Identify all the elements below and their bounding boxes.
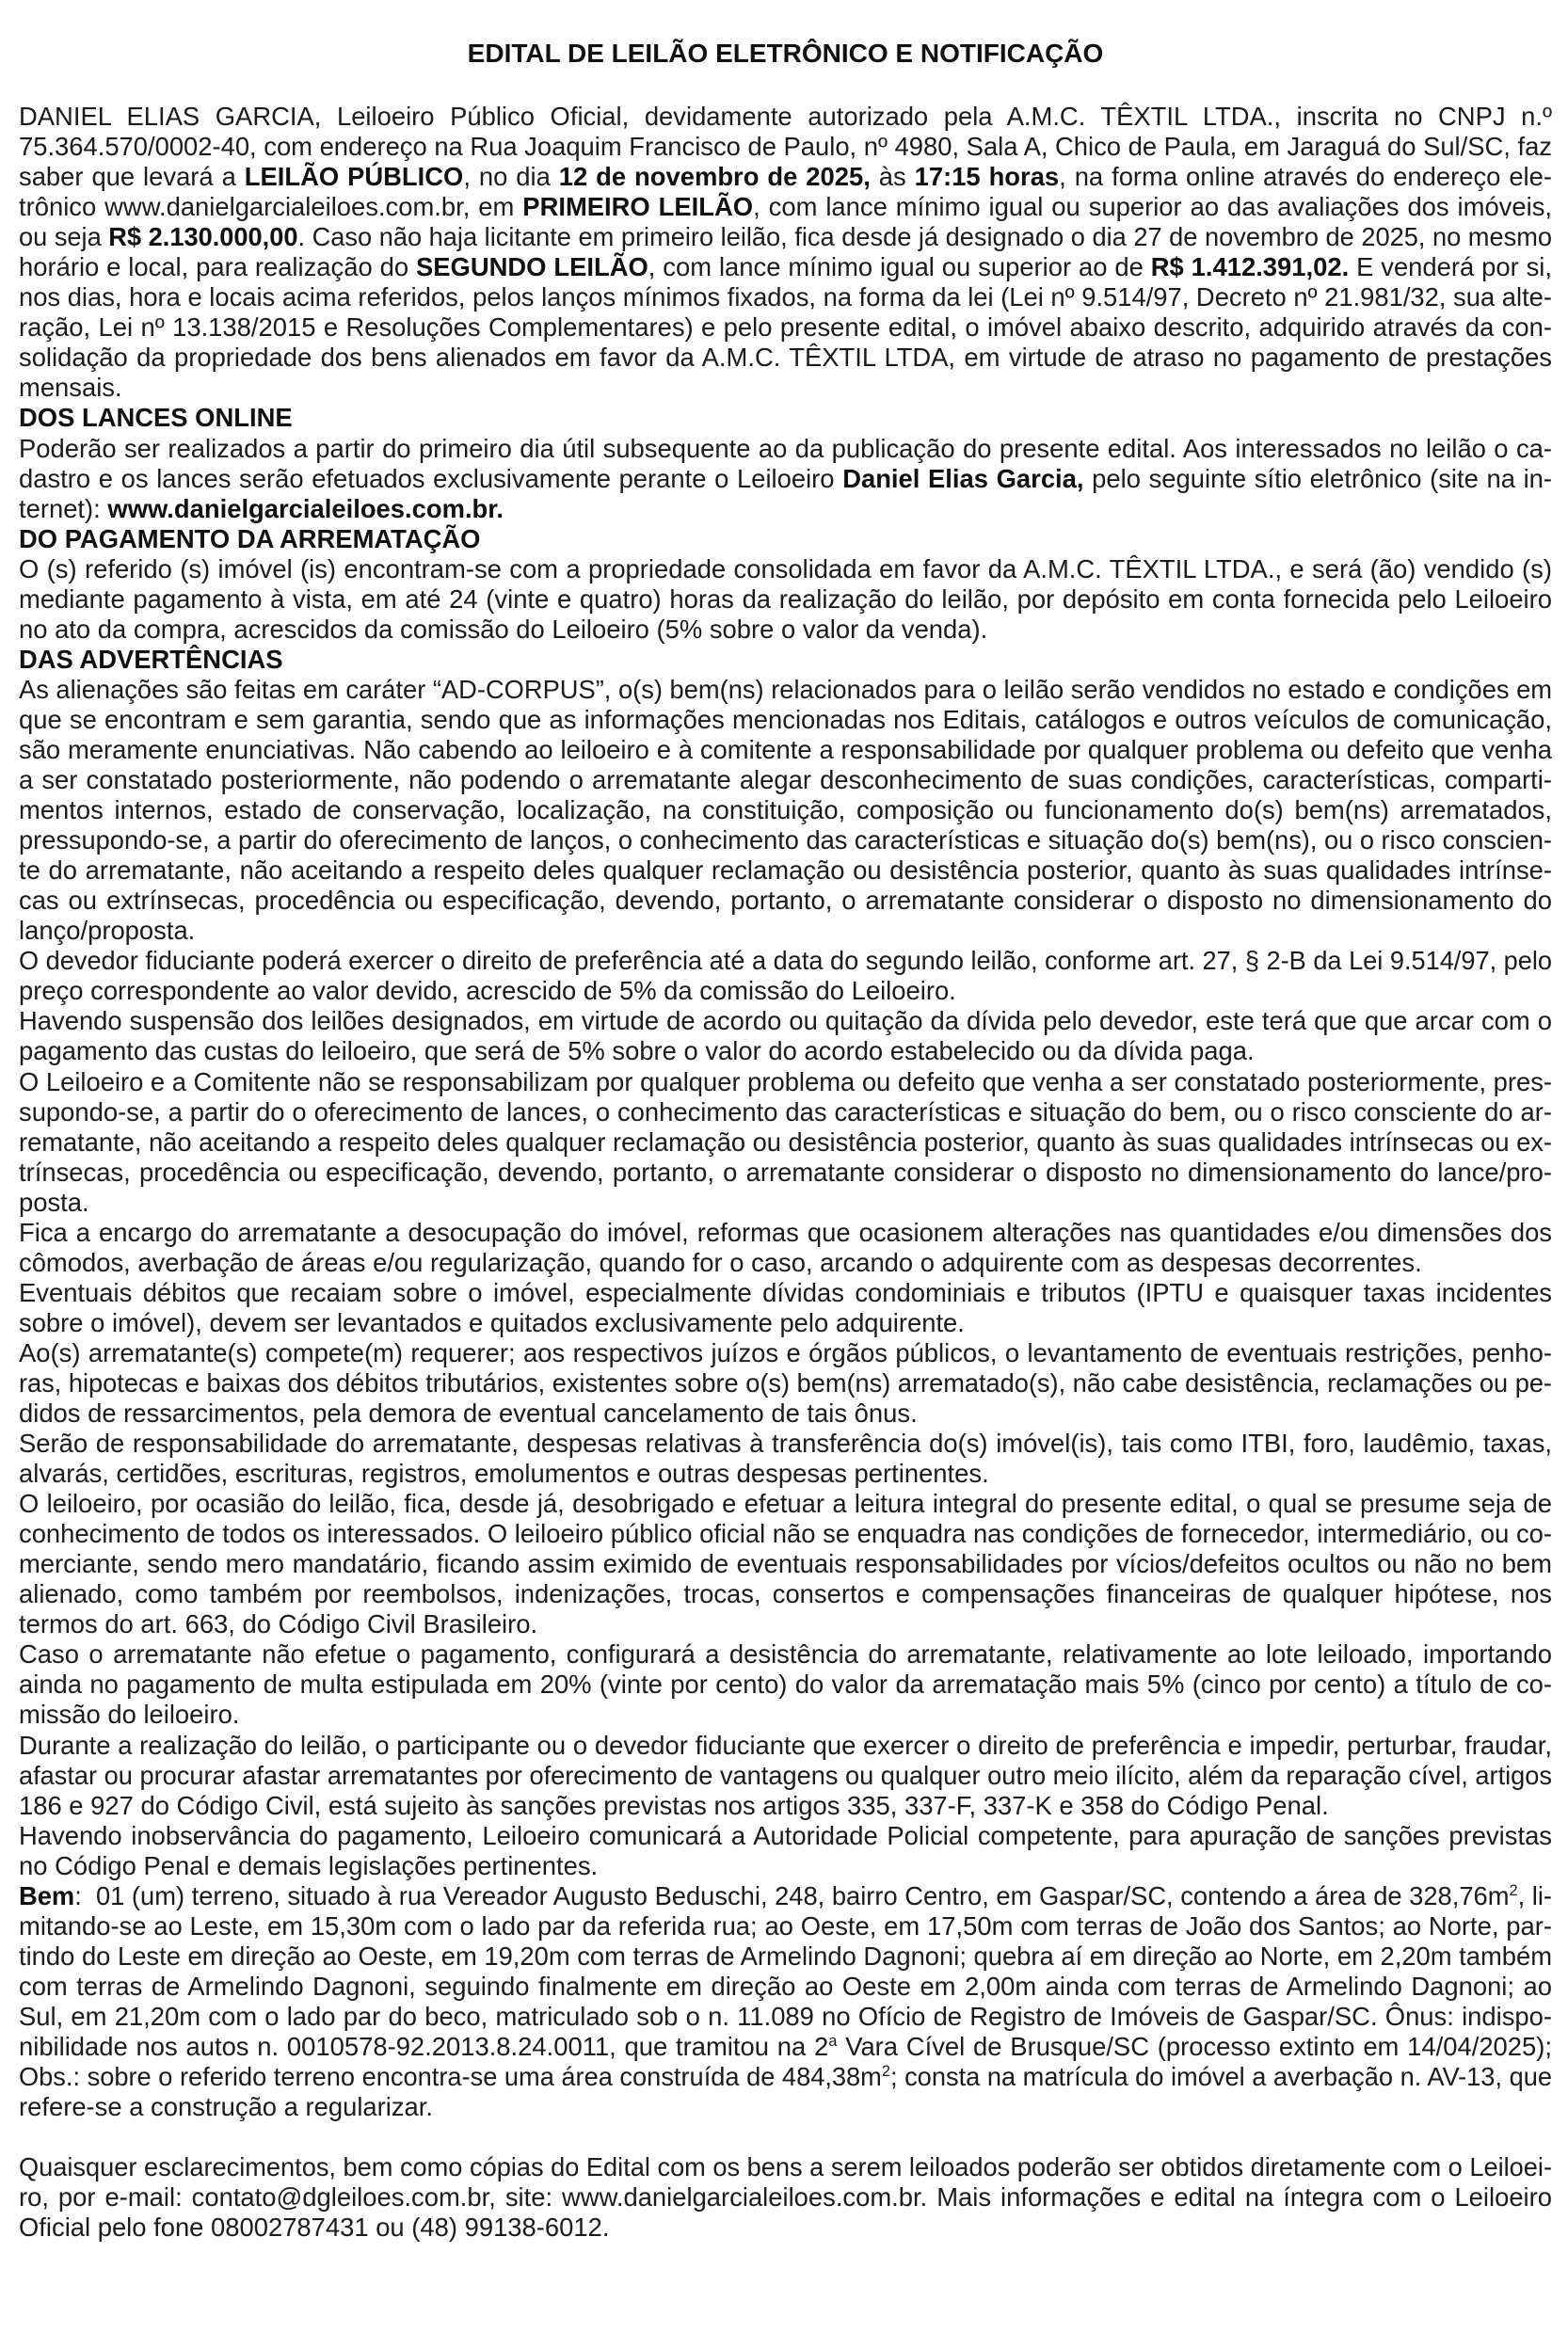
bold-text: Bem [19,1880,75,1910]
text-line [19,282,1550,312]
heading-pagamento [19,524,1552,554]
text-run: sobre o imóvel), devem ser levantados e quitados exclusivamente pelo adquirente. [19,1307,965,1337]
text-line [19,554,1552,584]
text-line [19,2032,1552,2062]
text-line [19,1489,1552,1519]
text-run: tindo do Leste em direção ao Oeste, em 19,20m com terras de Armelindo Dagnoni; quebra aí em direção ao Norte, em 2,20m também [19,1941,1552,1971]
text-run: ras, hipotecas e baixas dos débitos tributários, existentes sobre o(s) bem(ns) arrematado(s), não cabe desistência, reclamações ou pe- [19,1367,1552,1398]
superscript-text: 2 [1509,1881,1518,1899]
text-line [19,615,1552,645]
responsabilidade-paragraph [19,1067,1552,1218]
text-run: , li- [1517,1880,1552,1910]
text-run: . Caso não haja licitante em primeiro leilão, fica desde já designado o dia 27 de novembro de 2025, no mesmo [297,222,1552,252]
text-line [19,1367,1552,1398]
document-body [19,102,1552,2243]
text-run: mitando-se ao Leste, em 15,30m com o lado par da referida rua; ao Oeste, em 17,50m com terras de João dos Santos; ao Norte, par- [19,1910,1552,1941]
text-run: , no dia [463,162,559,192]
text-run: dastro e os lances serão efetuados exclusivamente perante o Leiloeiro [19,463,843,493]
text-line [19,1429,1552,1459]
text-run: alienado, como também por reembolsos, indenizações, trocas, consertos e compensações financeiras de qualquer hipótese, nos [19,1579,1552,1609]
bold-text: R$ 1.412.391,02. [1150,252,1350,282]
text-line [19,1609,1552,1639]
text-run: , com lance mínimo igual ou superior ao das avaliações dos imóveis, [753,192,1553,222]
superscript-text: 2 [881,2063,890,2081]
text-line [19,1036,1552,1066]
text-line [19,705,1552,735]
text-line [19,1308,1552,1338]
text-run: rematante, não aceitando a respeito deles qualquer reclamação ou desistência posterior, quanto às suas qualidades intrínsecas ou ex- [19,1127,1552,1157]
text-run: supondo-se, a partir do o oferecimento de lances, o conhecimento das características e situação do bem, ou o risco consciente do ar- [19,1096,1552,1127]
text-line [19,1851,1552,1881]
text-run: DOS LANCES ONLINE [19,403,293,433]
text-run: O Leiloeiro e a Comitente não se responsabilizam por qualquer problema ou defeito que venha a ser constatado posteriormente, pres- [19,1066,1552,1096]
text-run: Sul, em 21,20m com o lado par do beco, matriculado sob o n. 11.089 no Ofício de Registro de Imóveis de Gaspar/SC. Ônus: indispo- [19,2001,1552,2031]
text-run: a ser constatado posteriormente, não podendo o arrematante alegar desconhecimento de suas condições, características, comparti- [19,765,1552,795]
text-line [19,1821,1552,1851]
text-run: nos dias, hora e locais acima referidos, pelos lanços mínimos fixados, na forma da lei (Lei nº 9.514/97, Decreto nº 21.981/32, sua alte- [19,282,1552,312]
text-run: merciante, sendo mero mandatário, ficando assim eximido de eventuais responsabilidades por vícios/defeitos ocultos ou não no bem [19,1549,1552,1579]
text-run: refere-se a construção a regularizar. [19,2092,433,2122]
text-run: missão do leiloeiro. [19,1700,240,1730]
text-line [19,162,1552,192]
text-line [19,2002,1552,2032]
text-run: O leiloeiro, por ocasião do leilão, fica, desde já, desobrigado e efetuar a leitura integral do presente edital, o qual se presume seja de [19,1489,1552,1519]
text-run: ; consta na matrícula do imóvel a averbação n. AV-13, que [889,2062,1552,2092]
text-run: ração, Lei nº 13.138/2015 e Resoluções Complementares) e pelo presente edital, o imóvel abaixo descrito, adquirido através da con- [19,312,1552,343]
text-run: alvarás, certidões, escrituras, registros, emolumentos e outras despesas pertinentes. [19,1459,989,1489]
text-run: lanço/proposta. [19,916,196,946]
bold-text: 12 de novembro de 2025, [558,162,871,192]
text-line [19,1158,1552,1188]
text-run: Oficial pelo fone 08002787431 ou (48) 99138-6012. [19,2213,610,2243]
transferencia-paragraph [19,1429,1552,1489]
text-line [19,2152,1552,2182]
text-run: ainda no pagamento de multa estipulada em 20% (vinte por cento) do valor da arrematação mais 5% (cinco por cento) a título de co- [19,1670,1552,1700]
text-line [19,1218,1552,1248]
text-run: Havendo suspensão dos leilões designados, em virtude de acordo ou quitação da dívida pelo devedor, este terá que que arcar com o [19,1006,1552,1036]
section-heading [19,645,1552,675]
text-line [19,946,1552,976]
bold-text: SEGUNDO LEILÃO [415,252,648,282]
heading-advertencias [19,645,1552,675]
text-line [19,1791,1552,1821]
text-line [19,1006,1552,1036]
text-run: mensais. [19,373,122,403]
text-run: Durante a realização do leilão, o participante ou o devedor fiduciante que exercer o direito de preferência e impedir, perturbar, fraudar, [19,1730,1552,1760]
text-line [19,132,1551,162]
text-line [19,765,1552,795]
preferencia-paragraph [19,946,1552,1006]
text-run: pressupondo-se, a partir do oferecimento de lanços, o conhecimento das características e situação do(s) bem(ns), ou o risco conscien- [19,825,1552,855]
text-run: DAS ADVERTÊNCIAS [19,644,283,674]
contato-paragraph [19,2152,1552,2243]
bem-paragraph [19,1881,1552,2122]
text-line [19,584,1552,615]
text-line [19,1188,1552,1218]
bold-text: Daniel Elias Garcia, [842,463,1084,493]
leitura-paragraph [19,1489,1552,1639]
debitos-paragraph [19,1278,1552,1338]
superscript-text: a [828,2033,838,2051]
text-run: Poderão ser realizados a partir do primeiro dia útil subsequente ao da publicação do presente edital. Aos interessados no leilão o ca- [19,433,1552,463]
text-line [19,916,1552,946]
text-run: Caso o arrematante não efetue o pagamento, configurará a desistência do arrematante, relativamente ao lote leiloado, importando [19,1639,1552,1670]
text-run: Ao(s) arrematante(s) compete(m) requerer; aos respectivos juízos e órgãos públicos, o levantamento de eventuais restrições, penho- [19,1337,1552,1367]
text-run: são meramente enunciativas. Não cabendo ao leiloeiro e à comitente a responsabilidade por qualquer problema ou defeito que venha [19,734,1552,764]
desistencia-paragraph [19,1639,1552,1730]
text-run: afastar ou procurar afastar arrematantes por oferecimento de vantagens ou qualquer outro meio ilícito, além da reparação cível, artigos [19,1760,1552,1790]
intro-paragraph [19,102,1552,403]
text-run: às [870,162,915,192]
text-line [19,1248,1552,1278]
text-line [19,1731,1552,1761]
text-run: : 01 (um) terreno, situado à rua Vereador Augusto Beduschi, 248, bairro Centro, em Gaspar/SC, contendo a área de 328,76m [74,1880,1510,1910]
text-run: Eventuais débitos que recaiam sobre o imóvel, especialmente dívidas condominiais e tributos (IPTU e quaisquer taxas incidentes [19,1277,1552,1307]
text-run: ro, por e-mail: contato@dgleiloes.com.br, site: www.danielgarcialeiloes.com.br. Mais informações e edital na íntegra com o Leiloeiro [19,2182,1552,2213]
text-run: que se encontram e sem garantia, sendo que as informações mencionadas nos Editais, catálogos e outros veículos de comunicação, [19,704,1552,734]
text-run: cômodos, averbação de áreas e/ou regularização, quando for o caso, arcando o adquirente com as despesas decorrentes. [19,1247,1422,1277]
text-line [19,1459,1552,1489]
text-line [19,1639,1552,1670]
desocupacao-paragraph [19,1218,1552,1278]
fraude-paragraph [19,1731,1552,1821]
text-run: solidação da propriedade dos bens alienados em favor da A.M.C. TÊXTIL LTDA, em virtude de atraso no pagamento de prestações [19,343,1552,373]
text-line [19,222,1552,252]
section-heading [19,524,1552,554]
text-line [19,1670,1552,1700]
text-run: As alienações são feitas em caráter “AD-CORPUS”, o(s) bem(ns) relacionados para o leilão serão vendidos no estado e condições em [19,674,1552,704]
text-line [19,102,1552,132]
requerer-paragraph [19,1338,1552,1429]
text-line [19,795,1552,825]
text-line [19,2062,1552,2092]
blank-spacer [19,2122,1552,2152]
text-run: conhecimento de todos os interessados. O leiloeiro público oficial não se enquadra nas condições de fornecedor, intermediário, ou co- [19,1519,1552,1549]
text-run: no Código Penal e demais legislações pertinentes. [19,1850,599,1880]
text-line [19,464,1552,494]
text-run: 186 e 927 do Código Civil, está sujeito às sanções previstas nos artigos 335, 337-F, 337-K e 358 do Código Penal. [19,1790,1329,1820]
text-line [19,1549,1552,1579]
text-line [19,312,1552,343]
text-run: pagamento das custas do leiloeiro, que será de 5% sobre o valor do acordo estabelecido ou da dívida paga. [19,1036,1255,1066]
text-line [19,1760,1552,1791]
text-line [19,2213,1552,2243]
text-line [19,1942,1550,1972]
text-line [19,825,1552,855]
text-line [19,343,1552,373]
inobservancia-paragraph [19,1821,1552,1881]
text-run: , na forma online através do endereço ele- [1059,162,1552,192]
text-run: mediante pagamento à vista, em até 24 (vinte e quatro) horas da realização do leilão, por depósito em conta fornecida pelo Leiloeiro [19,583,1552,614]
text-run: Quaisquer esclarecimentos, bem como cópias do Edital com os bens a serem leiloados poderão ser obtidos diretamente com o Leiloei- [19,2152,1552,2182]
text-run: posta. [19,1187,89,1217]
text-run: trônico www.danielgarcialeiloes.com.br, em [19,192,523,222]
text-run: O (s) referido (s) imóvel (is) encontram-se com a propriedade consolidada em favor da A.M.C. TÊXTIL LTDA., e será (ão) vendido (s) [19,553,1552,583]
text-line [19,2182,1552,2213]
text-line [19,1972,1552,2002]
text-line [19,1127,1552,1158]
bold-text: R$ 2.130.000,00 [108,222,298,252]
text-line [19,252,1552,282]
text-line [19,886,1552,916]
text-line [19,1097,1552,1127]
suspensao-paragraph [19,1006,1552,1066]
text-run: termos do art. 663, do Código Civil Brasileiro. [19,1609,538,1639]
text-line [19,1067,1550,1097]
document-title: EDITAL DE LEILÃO ELETRÔNICO E NOTIFICAÇÃO [467,39,1104,68]
text-line [19,494,1552,524]
text-run: trínsecas, procedência ou especificação, devendo, portanto, o arrematante considerar o disposto no dimensionamento do lance/pro- [19,1157,1552,1187]
text-run: Obs.: sobre o referido terreno encontra-se uma área construída de 484,38m [19,2062,882,2092]
text-line [19,192,1552,222]
text-line [19,1700,1552,1730]
text-run: 75.364.570/0002-40, com endereço na Rua Joaquim Francisco de Paulo, nº 4980, Sala A, Chico de Paula, em Jaraguá do Sul/SC, faz [19,132,1552,162]
text-line [19,1579,1552,1609]
text-run: saber que levará a [19,162,245,192]
text-line [19,855,1552,886]
text-line [19,373,1552,403]
text-run: Vara Cível de Brusque/SC (processo extinto em 14/04/2025); [837,2032,1552,2061]
text-run: Havendo inobservância do pagamento, Leiloeiro comunicará a Autoridade Policial competente, para apuração de sanções previstas [19,1820,1552,1850]
text-run: Serão de responsabilidade do arrematante, despesas relativas à transferência do(s) imóvel(is), tais como ITBI, foro, laudêmio, taxas, [19,1429,1552,1459]
text-line [19,434,1552,464]
heading-lances-online [19,403,1552,433]
bold-text: 17:15 horas [914,162,1060,192]
ad-corpus-paragraph [19,675,1552,946]
text-line [19,674,1552,705]
text-run: , com lance mínimo igual ou superior ao de [648,252,1151,282]
text-run: Fica a encargo do arrematante a desocupação do imóvel, reformas que ocasionem alterações nas quantidades e/ou dimensões dos [19,1217,1552,1247]
text-run: cas ou extrínsecas, procedência ou especificação, devendo, portanto, o arrematante considerar o disposto no dimensionamento do [19,886,1552,916]
text-run: no ato da compra, acrescidos da comissão do Leiloeiro (5% sobre o valor da venda). [19,614,988,644]
text-run: DO PAGAMENTO DA ARREMATAÇÃO [19,523,481,553]
text-run: O devedor fiduciante poderá exercer o direito de preferência até a data do segundo leilão, conforme art. 27, § 2-B da Lei 9.514/97, pelo [19,946,1552,976]
text-run: te do arrematante, não aceitando a respeito deles qualquer reclamação ou desistência posterior, quanto às suas qualidades intrínse- [19,855,1552,886]
bold-text: www.danielgarcialeiloes.com.br. [107,493,504,523]
text-run: com terras de Armelindo Dagnoni, seguindo finalmente em direção ao Oeste em 2,00m ainda com terras de Armelindo Dagnoni; ao [19,1971,1552,2001]
text-line [19,1278,1552,1308]
text-run: ou seja [19,222,109,252]
pagamento-paragraph [19,554,1552,645]
text-line [19,1519,1552,1549]
text-line [19,1880,1552,1911]
text-run: E venderá por si, [1349,252,1553,282]
bold-text: LEILÃO PÚBLICO [244,162,464,192]
text-line [19,1338,1552,1368]
text-line [19,1398,1552,1429]
text-run: mentos internos, estado de conservação, localização, na constituição, composição ou funcionamento do(s) bem(ns) arrematados, [19,795,1552,825]
bold-text: PRIMEIRO LEILÃO [522,192,754,222]
text-run: horário e local, para realização do [19,252,416,282]
text-line [19,1911,1552,1942]
text-line [19,976,1552,1006]
text-run: ternet): [19,493,108,523]
text-run: pelo seguinte sítio eletrônico (site na in- [1083,463,1553,493]
text-line [19,735,1552,765]
text-run: didos de ressarcimentos, pela demora de eventual cancelamento de tais ônus. [19,1398,918,1429]
lances-online-paragraph [19,434,1552,524]
text-run: DANIEL ELIAS GARCIA, Leiloeiro Público Oficial, devidamente autorizado pela A.M.C. TÊXTIL LTDA., inscrita no CNPJ n.º [19,102,1552,131]
text-run: nibilidade nos autos n. 0010578-92.2013.8.24.0011, que tramitou na 2 [19,2032,829,2061]
text-line [19,2092,1552,2122]
section-heading [19,403,1552,433]
text-run: preço correspondente ao valor devido, acrescido de 5% da comissão do Leiloeiro. [19,976,956,1006]
